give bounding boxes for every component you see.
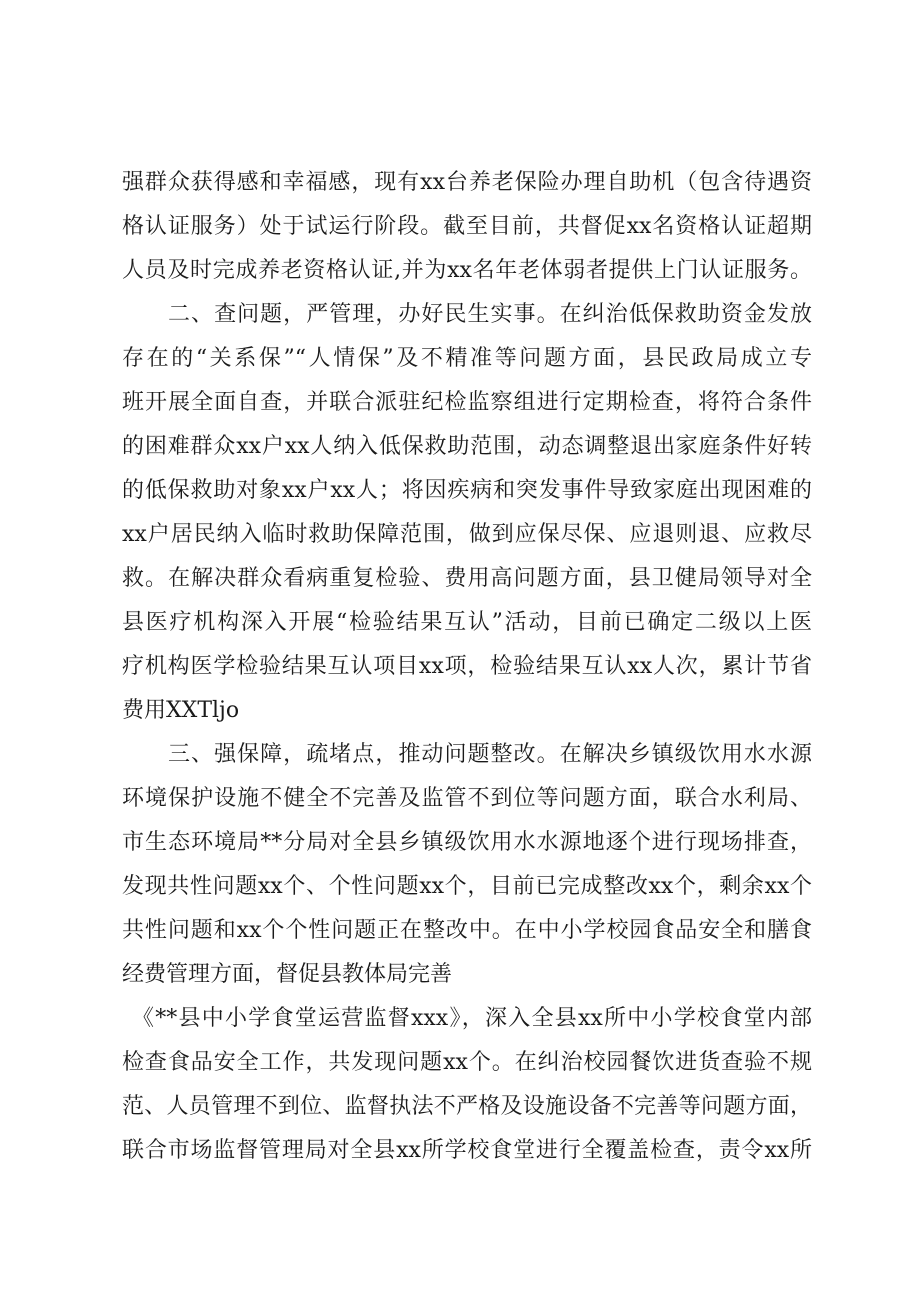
section-heading-three: 三、强保障，疏堵点，推动问题整改。在解决乡镇级饮用水水源 [168, 742, 812, 767]
text-line: 发现共性问题xx个、个性问题xx个，目前已完成整改xx个，剩余xx个 [122, 874, 812, 899]
text-line: 检查食品安全工作，共发现问题xx个。在纠治校园餐饮进货查验不规 [122, 1050, 812, 1075]
text-line: 县医疗机构深入开展“检验结果互认”活动，目前已确定二级以上医 [122, 610, 812, 635]
text-line: 救。在解决群众看病重复检验、费用高问题方面，县卫健局领导对全 [122, 566, 812, 591]
text-line: 环境保护设施不健全不完善及监管不到位等问题方面，联合水利局、 [122, 786, 812, 811]
text-line: 共性问题和xx个个性问题正在整改中。在中小学校园食品安全和膳食 [122, 918, 812, 943]
text-line: 班开展全面自查，并联合派驻纪检监察组进行定期检查，将符合条件 [122, 390, 812, 415]
text-line: 的困难群众xx户xx人纳入低保救助范围，动态调整退出家庭条件好转 [122, 434, 812, 459]
text-line: 范、人员管理不到位、监督执法不严格及设施设备不完善等问题方面， [122, 1094, 812, 1119]
text-line: 格认证服务）处于试运行阶段。截至目前，共督促xx名资格认证超期 [122, 214, 812, 239]
text-line: 联合市场监督管理局对全县xx所学校食堂进行全覆盖检查，责令xx所 [122, 1138, 812, 1163]
text-line: 《**县中小学食堂运营监督xxx》，深入全县xx所中小学校食堂内部 [132, 1006, 812, 1031]
text-line: 经费管理方面，督促县教体局完善 [122, 962, 453, 987]
text-line: xx户居民纳入临时救助保障范围，做到应保尽保、应退则退、应救尽 [122, 522, 812, 547]
text-line: 强群众获得感和幸福感，现有xx台养老保险办理自助机（包含待遇资 [122, 170, 812, 195]
text-line: 市生态环境局**分局对全县乡镇级饮用水水源地逐个进行现场排查， [122, 830, 812, 855]
text-line: 人员及时完成养老资格认证,并为xx名年老体弱者提供上门认证服务。 [122, 258, 812, 283]
text-line: 存在的“关系保”“人情保”及不精准等问题方面，县民政局成立专 [122, 346, 812, 371]
text-line: 疗机构医学检验结果互认项目xx项，检验结果互认xx人次，累计节省 [122, 654, 812, 679]
text-line: 费用XXTljo [122, 698, 240, 723]
text-line: 的低保救助对象xx户xx人；将因疾病和突发事件导致家庭出现困难的 [122, 478, 812, 503]
section-heading-two: 二、查问题，严管理，办好民生实事。在纠治低保救助资金发放 [168, 302, 812, 327]
